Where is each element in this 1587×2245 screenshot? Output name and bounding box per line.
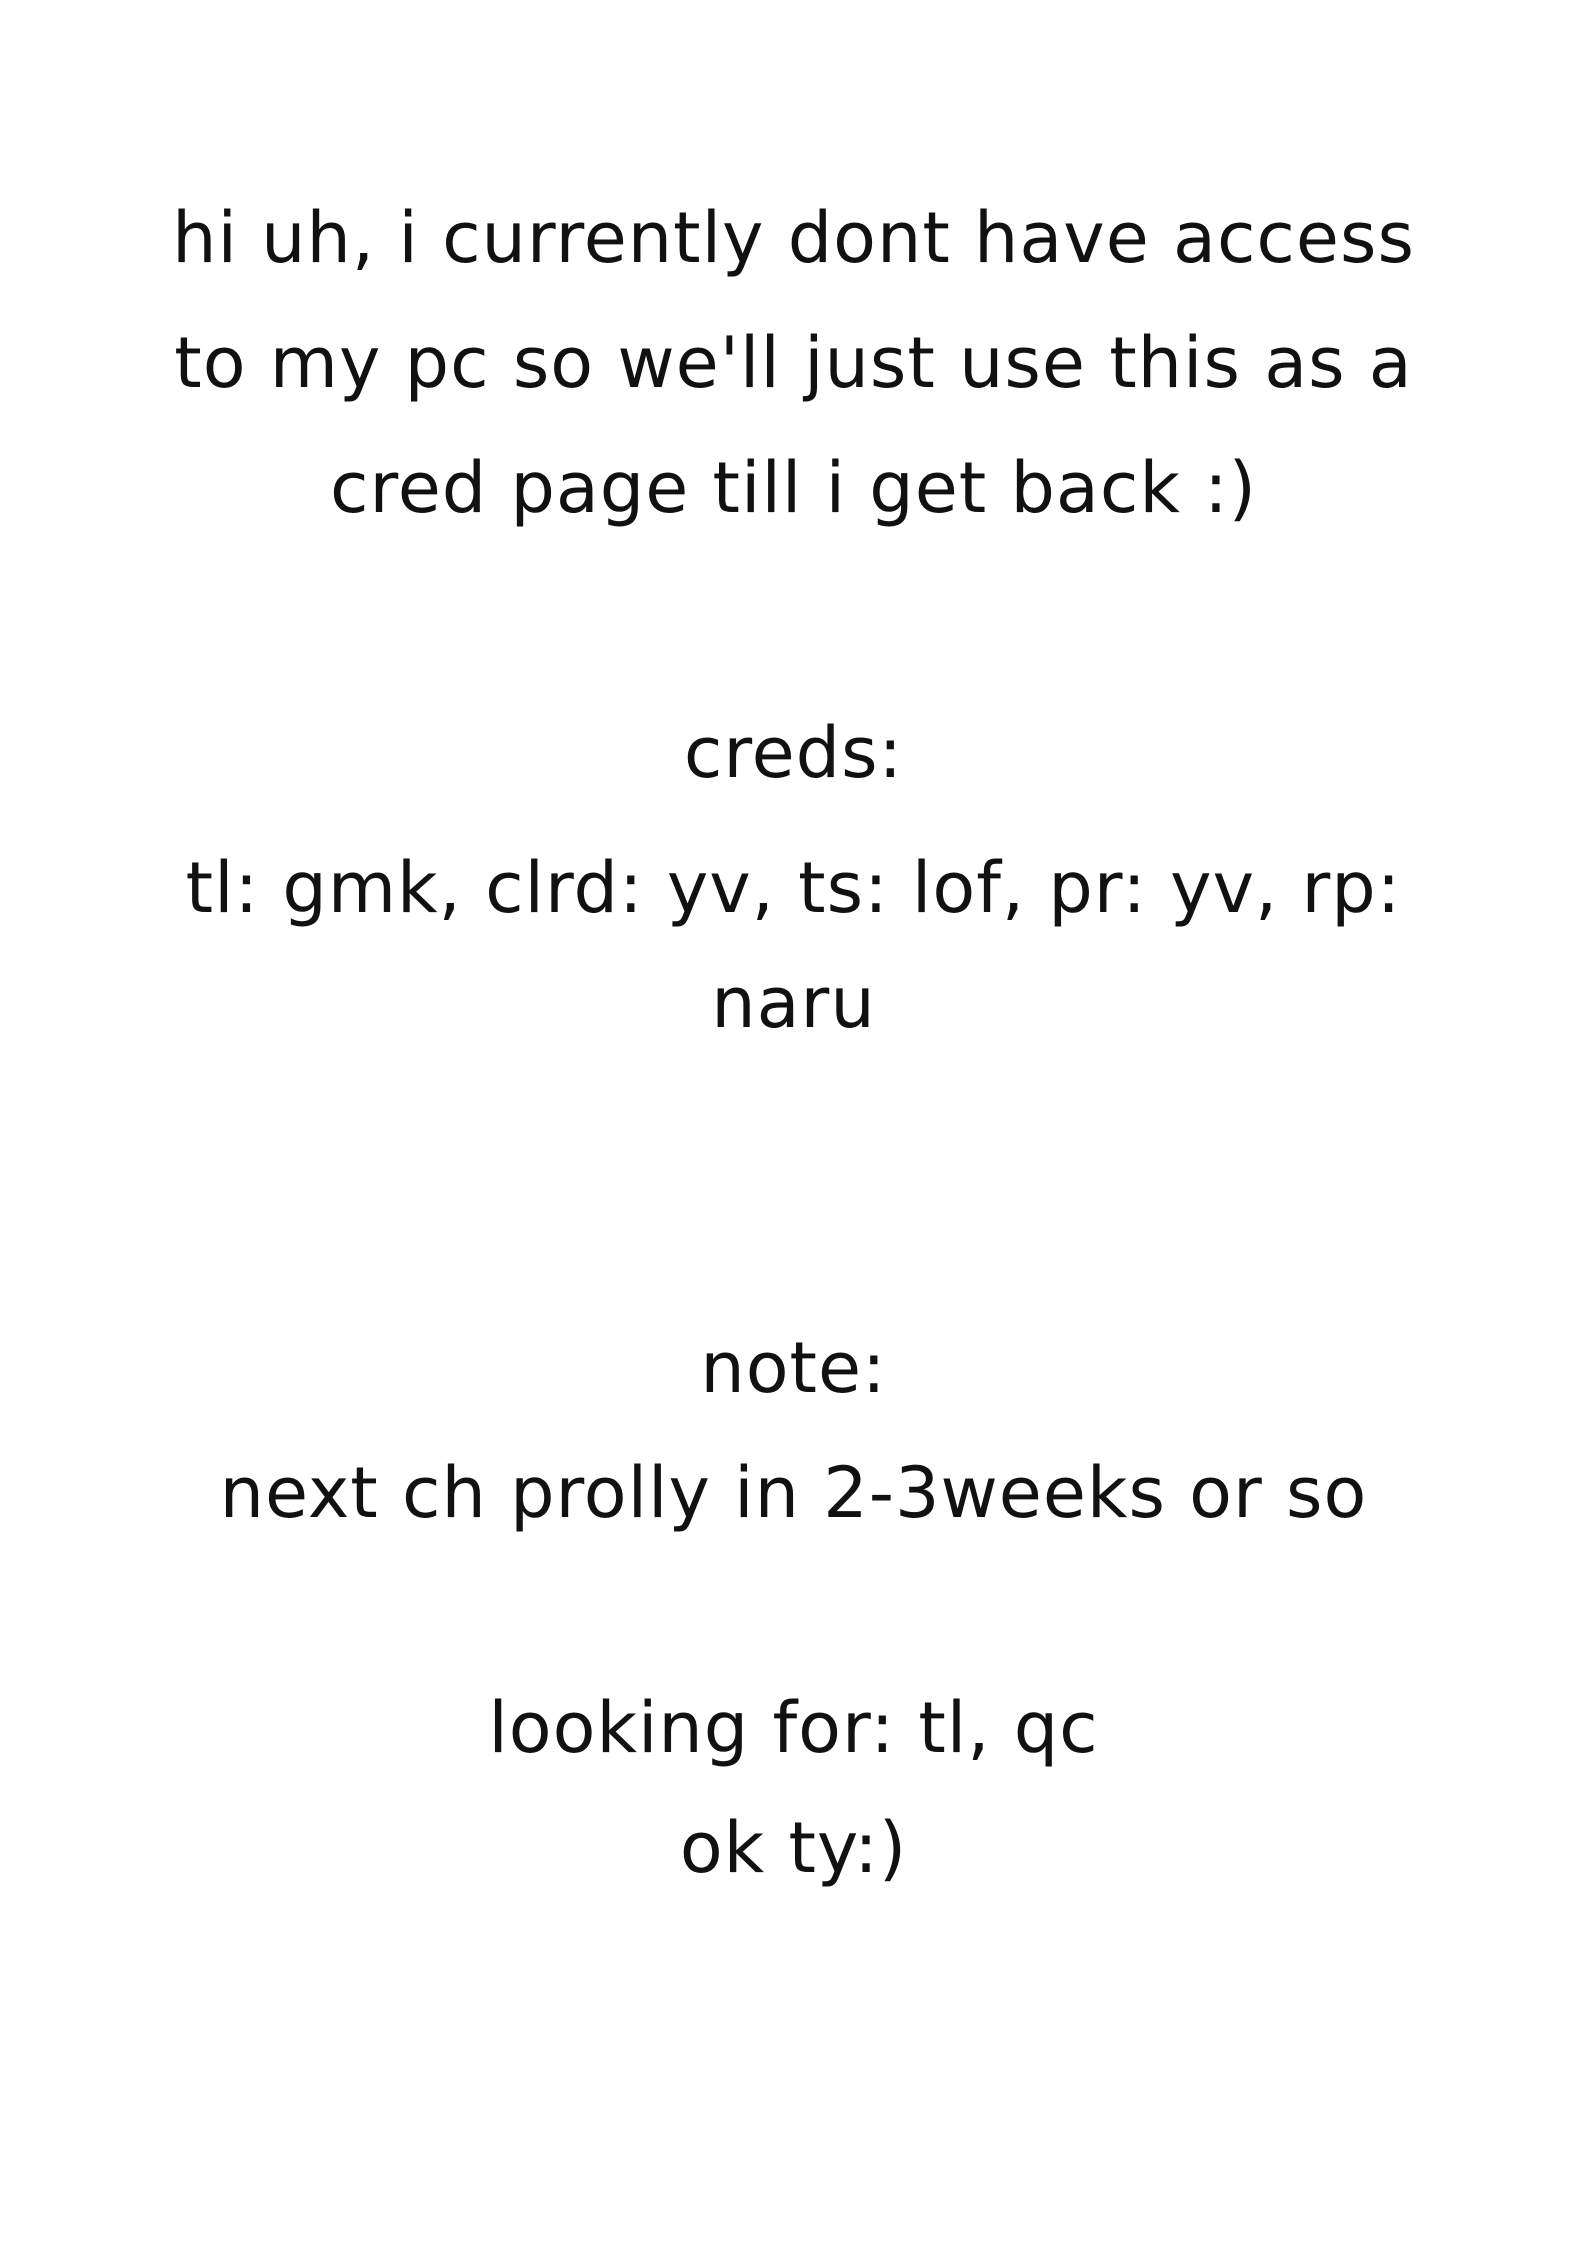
- looking-for-line: looking for: tl, qc: [488, 1687, 1099, 1769]
- thanks-line: ok ty:): [679, 1807, 908, 1889]
- creds-line-2: naru: [711, 962, 876, 1044]
- intro-line-1: hi uh, i currently dont have access: [172, 197, 1415, 279]
- intro-line-3: cred page till i get back :): [330, 447, 1257, 529]
- intro-line-2: to my pc so we'll just use this as a: [174, 322, 1413, 404]
- note-line-1: next ch prolly in 2-3weeks or so: [219, 1452, 1368, 1534]
- creds-heading: creds:: [683, 712, 904, 794]
- creds-line-1: tl: gmk, clrd: yv, ts: lof, pr: yv, rp:: [185, 847, 1402, 929]
- note-heading: note:: [700, 1327, 887, 1409]
